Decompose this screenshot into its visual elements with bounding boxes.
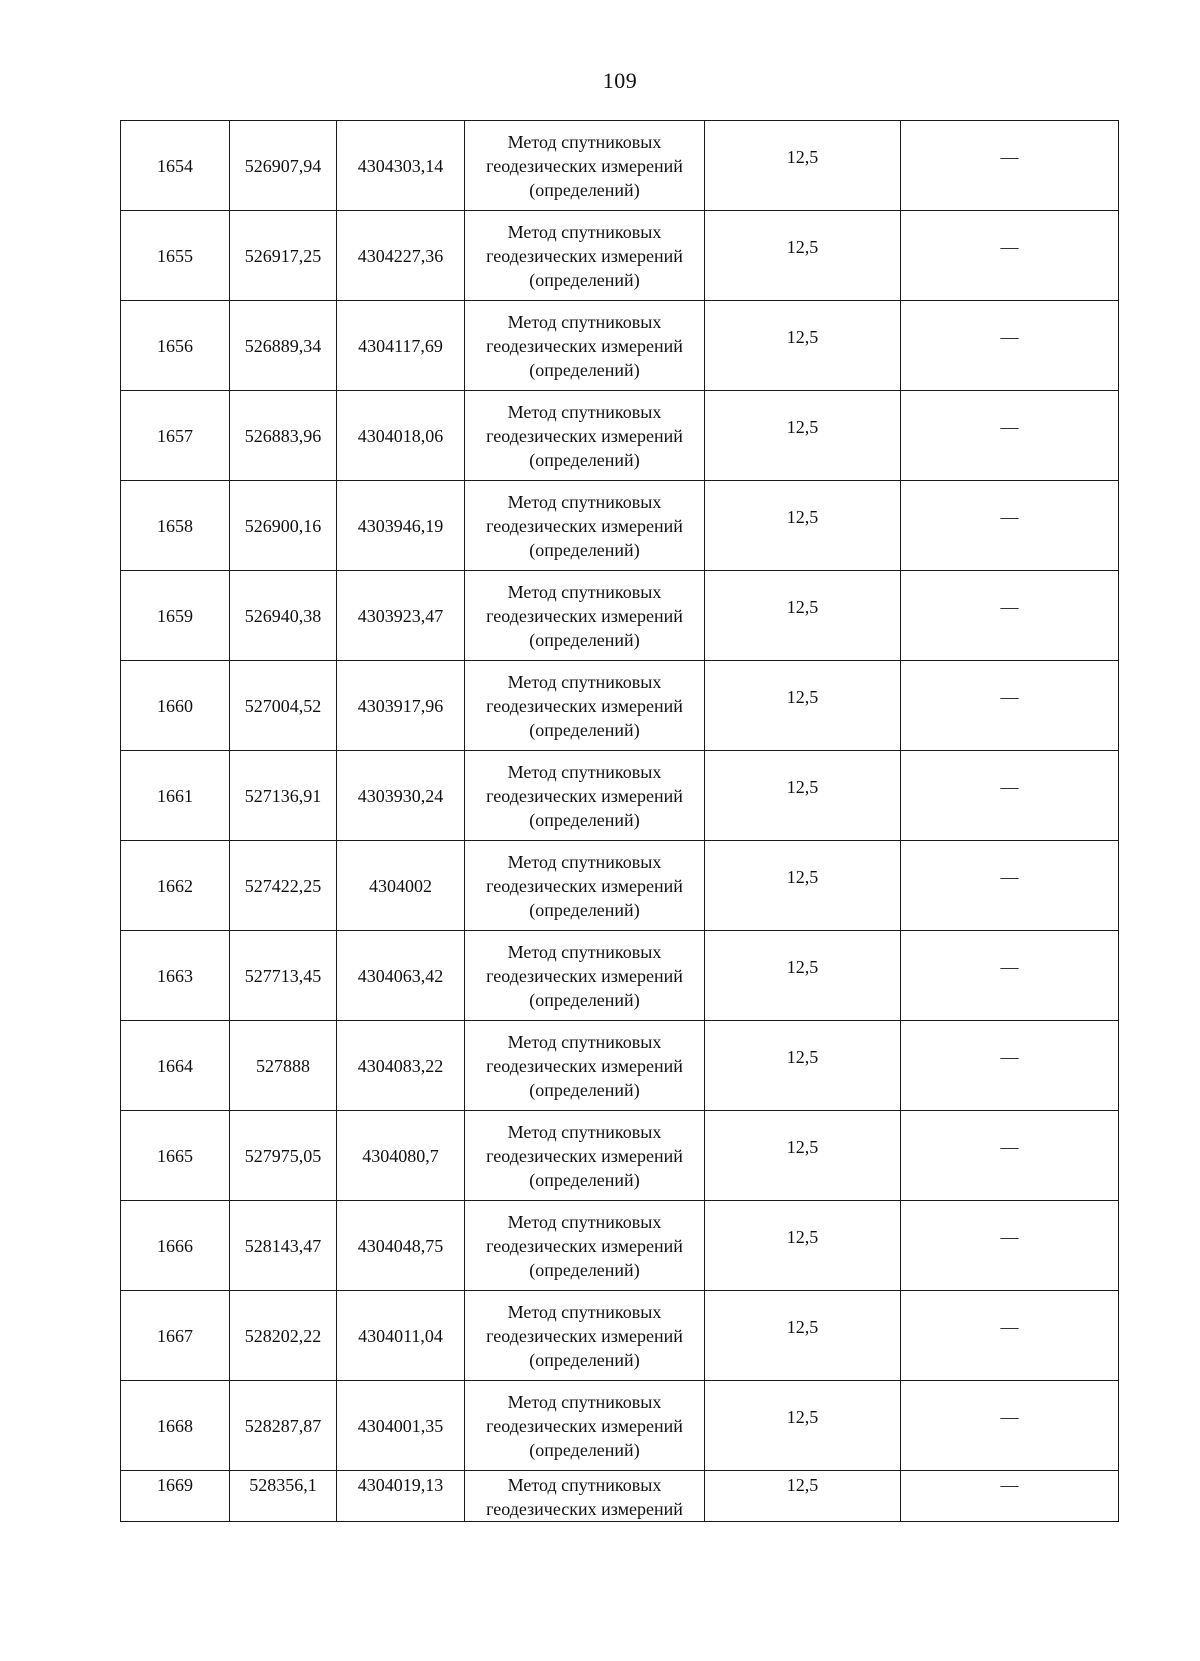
point-number-cell: 1667 (121, 1291, 230, 1381)
note-cell: — (901, 751, 1119, 841)
point-number-cell: 1663 (121, 931, 230, 1021)
note-cell: — (901, 1291, 1119, 1381)
method-cell (465, 481, 705, 571)
x-coordinate-cell: 528356,1 (230, 1471, 337, 1522)
method-cell (465, 841, 705, 931)
x-coordinate-cell: 527888 (230, 1021, 337, 1111)
x-coordinate-cell: 527422,25 (230, 841, 337, 931)
accuracy-cell: 12,5 (705, 1111, 901, 1201)
method-line: геодезических измерений (486, 515, 683, 536)
method-line: Метод спутниковых (507, 491, 662, 512)
note-cell: — (901, 211, 1119, 301)
accuracy-cell: 12,5 (705, 1201, 901, 1291)
point-number-cell: 1657 (121, 391, 230, 481)
table-row (121, 1381, 1119, 1471)
method-line: геодезических измерений (486, 1235, 683, 1256)
method-line: (определений) (529, 269, 640, 290)
y-coordinate-cell: 4304019,13 (337, 1471, 465, 1522)
point-number-cell: 1659 (121, 571, 230, 661)
method-line: (определений) (529, 809, 640, 830)
method-cell (465, 571, 705, 661)
x-coordinate-cell: 526883,96 (230, 391, 337, 481)
table-row (121, 931, 1119, 1021)
method-line: (определений) (529, 1259, 640, 1280)
method-line: (определений) (529, 719, 640, 740)
y-coordinate-cell: 4304303,14 (337, 121, 465, 211)
method-cell (465, 661, 705, 751)
coordinates-table (120, 120, 1119, 1522)
accuracy-cell: 12,5 (705, 841, 901, 931)
table-row (121, 121, 1119, 211)
method-line: Метод спутниковых (507, 1031, 662, 1052)
x-coordinate-cell: 528202,22 (230, 1291, 337, 1381)
method-line: (определений) (529, 449, 640, 470)
accuracy-cell: 12,5 (705, 1021, 901, 1111)
table-row (121, 751, 1119, 841)
method-cell (465, 391, 705, 481)
x-coordinate-cell: 527713,45 (230, 931, 337, 1021)
method-line: Метод спутниковых (507, 221, 662, 242)
x-coordinate-cell: 526940,38 (230, 571, 337, 661)
point-number-cell: 1654 (121, 121, 230, 211)
point-number-cell: 1669 (121, 1471, 230, 1522)
table-row (121, 1021, 1119, 1111)
y-coordinate-cell: 4303946,19 (337, 481, 465, 571)
method-line: Метод спутниковых (507, 941, 662, 962)
accuracy-cell: 12,5 (705, 661, 901, 751)
note-cell: — (901, 301, 1119, 391)
table-row (121, 301, 1119, 391)
note-cell: — (901, 121, 1119, 211)
note-cell: — (901, 571, 1119, 661)
x-coordinate-cell: 528143,47 (230, 1201, 337, 1291)
point-number-cell: 1656 (121, 301, 230, 391)
method-line: (определений) (529, 989, 640, 1010)
note-cell: — (901, 481, 1119, 571)
method-line: Метод спутниковых (507, 1475, 662, 1495)
accuracy-cell: 12,5 (705, 481, 901, 571)
method-line: (определений) (529, 539, 640, 560)
y-coordinate-cell: 4304011,04 (337, 1291, 465, 1381)
method-cell (465, 1021, 705, 1111)
point-number-cell: 1668 (121, 1381, 230, 1471)
method-cell (465, 1291, 705, 1381)
method-line: Метод спутниковых (507, 671, 662, 692)
y-coordinate-cell: 4304083,22 (337, 1021, 465, 1111)
accuracy-cell: 12,5 (705, 1471, 901, 1522)
table-row (121, 1291, 1119, 1381)
note-cell: — (901, 1381, 1119, 1471)
table-row (121, 1471, 1119, 1522)
point-number-cell: 1666 (121, 1201, 230, 1291)
accuracy-cell: 12,5 (705, 751, 901, 841)
method-line: (определений) (529, 1349, 640, 1370)
note-cell: — (901, 661, 1119, 751)
table-row (121, 841, 1119, 931)
note-cell: — (901, 1021, 1119, 1111)
method-cell (465, 301, 705, 391)
method-line: геодезических измерений (486, 1415, 683, 1436)
method-cell (465, 1381, 705, 1471)
y-coordinate-cell: 4304048,75 (337, 1201, 465, 1291)
method-line: геодезических измерений (486, 875, 683, 896)
table-row (121, 661, 1119, 751)
note-cell: — (901, 841, 1119, 931)
table-row (121, 211, 1119, 301)
y-coordinate-cell: 4303930,24 (337, 751, 465, 841)
method-line: геодезических измерений (486, 605, 683, 626)
note-cell: — (901, 1111, 1119, 1201)
point-number-cell: 1658 (121, 481, 230, 571)
x-coordinate-cell: 526889,34 (230, 301, 337, 391)
method-line: Метод спутниковых (507, 311, 662, 332)
x-coordinate-cell: 528287,87 (230, 1381, 337, 1471)
accuracy-cell: 12,5 (705, 121, 901, 211)
table-row (121, 1201, 1119, 1291)
method-line: геодезических измерений (486, 1325, 683, 1346)
method-line: геодезических измерений (486, 1145, 683, 1166)
method-line: Метод спутниковых (507, 851, 662, 872)
method-line: геодезических измерений (486, 965, 683, 986)
method-cell (465, 1111, 705, 1201)
x-coordinate-cell: 526917,25 (230, 211, 337, 301)
method-line: геодезических измерений (486, 425, 683, 446)
y-coordinate-cell: 4304080,7 (337, 1111, 465, 1201)
accuracy-cell: 12,5 (705, 211, 901, 301)
x-coordinate-cell: 526900,16 (230, 481, 337, 571)
method-cell (465, 211, 705, 301)
y-coordinate-cell: 4304063,42 (337, 931, 465, 1021)
method-line: геодезических измерений (486, 335, 683, 356)
point-number-cell: 1665 (121, 1111, 230, 1201)
table-row (121, 391, 1119, 481)
x-coordinate-cell: 526907,94 (230, 121, 337, 211)
method-line: (определений) (529, 899, 640, 920)
method-cell (465, 931, 705, 1021)
accuracy-cell: 12,5 (705, 301, 901, 391)
page-number: 109 (602, 68, 638, 93)
note-cell: — (901, 931, 1119, 1021)
y-coordinate-cell: 4304002 (337, 841, 465, 931)
accuracy-cell: 12,5 (705, 391, 901, 481)
method-cell (465, 1201, 705, 1291)
method-line: Метод спутниковых (507, 761, 662, 782)
note-cell: — (901, 1201, 1119, 1291)
accuracy-cell: 12,5 (705, 1291, 901, 1381)
method-line: геодезических измерений (486, 1055, 683, 1076)
method-line: геодезических измерений (486, 155, 683, 176)
point-number-cell: 1655 (121, 211, 230, 301)
method-cell (465, 1471, 705, 1522)
x-coordinate-cell: 527004,52 (230, 661, 337, 751)
y-coordinate-cell: 4304018,06 (337, 391, 465, 481)
method-line: геодезических измерений (486, 245, 683, 266)
accuracy-cell: 12,5 (705, 571, 901, 661)
method-line: Метод спутниковых (507, 1121, 662, 1142)
y-coordinate-cell: 4304001,35 (337, 1381, 465, 1471)
point-number-cell: 1661 (121, 751, 230, 841)
method-line: (определений) (529, 1079, 640, 1100)
table-body (121, 121, 1119, 1522)
method-line: (определений) (529, 179, 640, 200)
y-coordinate-cell: 4304227,36 (337, 211, 465, 301)
table-row (121, 1111, 1119, 1201)
table-row (121, 571, 1119, 661)
method-line: (определений) (529, 1169, 640, 1190)
x-coordinate-cell: 527136,91 (230, 751, 337, 841)
note-cell: — (901, 1471, 1119, 1522)
point-number-cell: 1660 (121, 661, 230, 751)
x-coordinate-cell: 527975,05 (230, 1111, 337, 1201)
method-line: геодезических измерений (486, 695, 683, 716)
method-cell (465, 751, 705, 841)
note-cell: — (901, 391, 1119, 481)
method-line: Метод спутниковых (507, 581, 662, 602)
point-number-cell: 1664 (121, 1021, 230, 1111)
y-coordinate-cell: 4303923,47 (337, 571, 465, 661)
y-coordinate-cell: 4303917,96 (337, 661, 465, 751)
method-line: геодезических измерений (486, 785, 683, 806)
method-line: Метод спутниковых (507, 131, 662, 152)
table-row (121, 481, 1119, 571)
method-line: Метод спутниковых (507, 401, 662, 422)
method-line: геодезических измерений (486, 1499, 683, 1519)
accuracy-cell: 12,5 (705, 931, 901, 1021)
method-line: Метод спутниковых (507, 1391, 662, 1412)
method-line: Метод спутниковых (507, 1301, 662, 1322)
point-number-cell: 1662 (121, 841, 230, 931)
method-line: Метод спутниковых (507, 1211, 662, 1232)
y-coordinate-cell: 4304117,69 (337, 301, 465, 391)
method-line: (определений) (529, 629, 640, 650)
method-cell (465, 121, 705, 211)
method-line: (определений) (529, 1439, 640, 1460)
method-line: (определений) (529, 359, 640, 380)
accuracy-cell: 12,5 (705, 1381, 901, 1471)
